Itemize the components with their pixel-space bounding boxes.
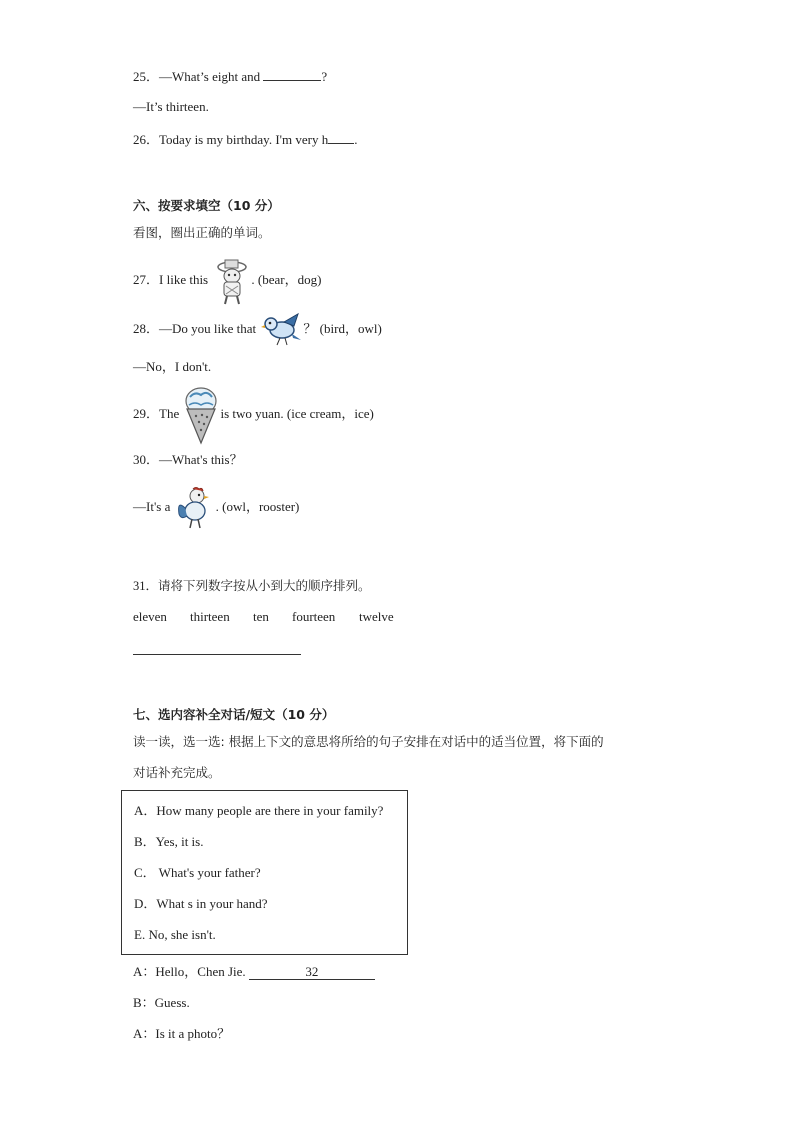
options-box [121,790,408,955]
question-text: is two yuan. (ice cream，ice) [220,406,374,421]
option-c: C． What's your father? [134,865,261,880]
question-text: —Do you like that [159,321,257,336]
ice-cream-cone-icon [183,385,219,445]
section-6-instruction: 看图，圈出正确的单词。 [133,225,271,240]
question-number: 28． [133,321,160,336]
dog-cartoon-icon [212,256,250,306]
blank-number: 32 [305,964,319,979]
question-mark: ? [321,69,328,84]
question-text: I like this [159,272,209,287]
question-text: —What’s eight and [159,69,261,84]
question-number: 30． [133,452,160,467]
question-31 [133,578,371,594]
question-30-answer [133,484,299,530]
section-7-instruction-cont: 对话补充完成。 [133,765,221,780]
question-26 [133,131,357,148]
dialogue-line-2: B：Guess. [133,995,190,1010]
question-25 [133,68,327,85]
word-item: ten [253,609,269,624]
question-28-answer: —No，I don't. [133,359,212,374]
section-6-title: 六、按要求填空（10 分） [133,198,280,213]
answer-text: . (owl，rooster) [215,499,300,514]
number-word-list [133,609,394,625]
option-b: B．Yes, it is. [134,834,204,849]
dialogue-line-3: A：Is it a photo？ [133,1026,231,1041]
answer-blank[interactable] [263,68,321,81]
question-text: Today is my birthday. I'm very h [159,132,329,147]
question-number: 25． [133,69,160,84]
question-mark: ？ [229,452,243,467]
dialogue-text: A：Hello，Chen Jie. [133,964,246,979]
question-number: 31． [133,579,159,593]
answer-blank[interactable] [328,131,354,144]
question-30 [133,452,243,468]
question-text: The [159,406,180,421]
question-28 [133,309,382,349]
question-25-answer: —It’s thirteen. [133,99,209,114]
question-number: 26． [133,132,160,147]
question-number: 27． [133,272,160,287]
word-item: fourteen [292,609,336,624]
answer-text: —It's a [133,499,171,514]
question-text: (bird，owl) [319,321,382,336]
option-a: A．How many people are there in your family? [134,803,384,818]
bird-cartoon-icon [260,312,302,348]
option-d: D．What s in your hand? [134,896,268,911]
question-27 [133,255,321,306]
question-29 [133,383,374,445]
question-text: . (bear，dog) [251,272,322,287]
question-text: —What's this [159,452,230,467]
section-7-title: 七、选内容补全对话/短文（10 分） [133,707,335,722]
question-mark: ？ [303,321,317,336]
question-number: 29． [133,406,160,421]
dialogue-line-1 [133,964,375,980]
answer-line[interactable] [133,654,301,655]
section-7-instruction: 读一读，选一选: 根据上下文的意思将所给的句子安排在对话中的适当位置，将下面的 [133,734,604,749]
word-item: twelve [359,609,394,624]
answer-blank-32[interactable] [249,965,375,980]
question-text: 请将下列数字按从小到大的顺序排列。 [158,578,371,593]
rooster-cartoon-icon [175,486,215,530]
word-item: thirteen [190,609,230,624]
word-item: eleven [133,609,167,624]
option-e: E. No, she isn't. [134,927,216,942]
period: . [354,132,358,147]
